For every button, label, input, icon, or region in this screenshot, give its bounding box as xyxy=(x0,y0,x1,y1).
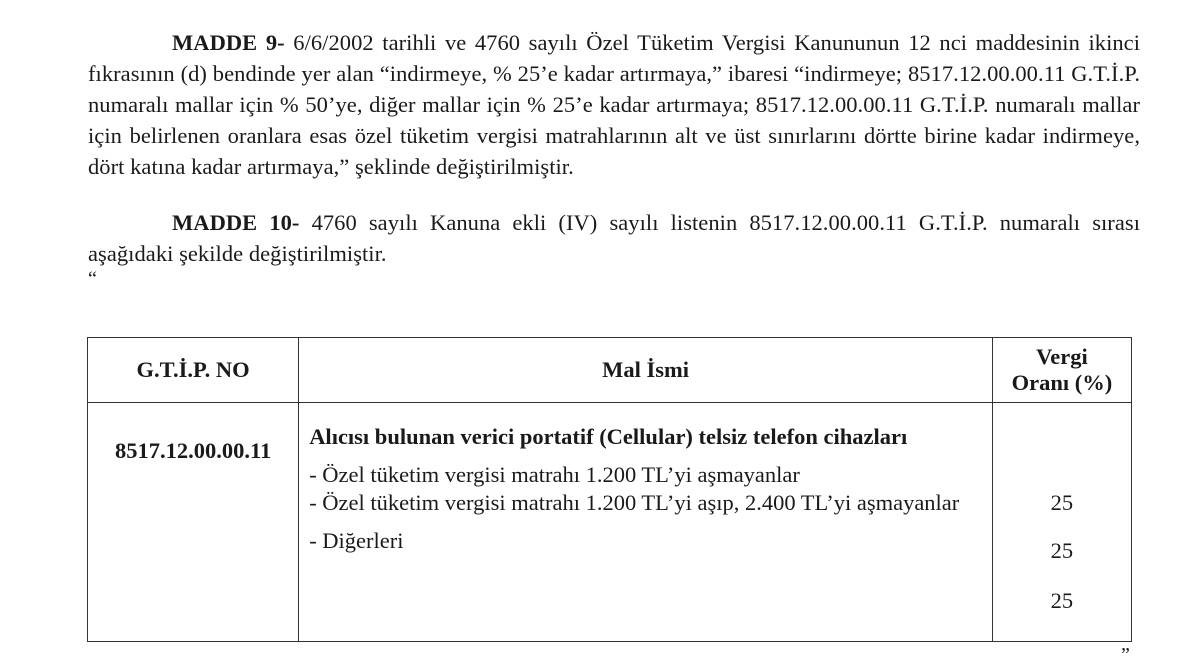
header-vergi-orani xyxy=(992,338,1131,403)
gtip-table xyxy=(87,337,1132,642)
madde-9-text: 6/6/2002 tarihli ve 4760 sayılı Özel Tüketim Vergisi Kanununun 12 nci maddesinin ikinci fıkrasının (d) bendinde yer alan “indirmeye, % 25’e kadar artırmaya,” ibaresi “indirmeye; 8517.12.00.00.11 G.T.İ.P. numaralı mallar için % 50’ye, diğer mallar için % 25’e kadar artırmaya; 8517.12.00.00.11 G.T.İ.P. numaralı mallar için belirlenen oranlara esas özel tüketim vergisi matrahlarının alt ve üst sınırlarını dörtte birine kadar indirmeye, dört katına kadar artırmaya,” şeklinde değiştirilmiştir. xyxy=(88,30,1141,179)
madde-10-text: 4760 sayılı Kanuna ekli (IV) sayılı listenin 8517.12.00.00.11 G.T.İ.P. numaralı sırası aşağıdaki şekilde değiştirilmiştir. xyxy=(88,210,1140,266)
document-page xyxy=(88,27,1141,290)
header-vergi-line1: Vergi xyxy=(1036,344,1088,369)
mal-title: Alıcısı bulunan verici portatif (Cellular) telsiz telefon cihazları xyxy=(309,424,908,449)
closing-quote: ” xyxy=(1121,644,1130,666)
table-row xyxy=(88,403,1132,642)
rate-item-2: 25 xyxy=(1050,538,1074,563)
vergi-orani-cell xyxy=(992,403,1131,642)
madde-9-label: MADDE 9- xyxy=(172,30,285,55)
header-mal-ismi: Mal İsmi xyxy=(299,338,993,403)
header-vergi-line2: Oranı (%) xyxy=(1011,370,1113,395)
gtip-code-cell: 8517.12.00.00.11 xyxy=(88,403,299,642)
rate-item-1: 25 xyxy=(1050,490,1074,515)
table-header-row xyxy=(88,338,1132,403)
mal-item-2: - Özel tüketim vergisi matrahı 1.200 TL’yi aşıp, 2.400 TL’yi aşmayanlar xyxy=(309,490,960,515)
opening-quote: “ xyxy=(88,268,97,290)
rate-item-3: 25 xyxy=(1050,588,1074,613)
madde-9-paragraph xyxy=(88,27,1140,182)
madde-10-paragraph xyxy=(88,207,1140,269)
mal-item-3: - Diğerleri xyxy=(309,528,404,553)
header-gtip-no: G.T.İ.P. NO xyxy=(88,338,299,403)
mal-ismi-cell xyxy=(299,403,993,642)
madde-10-label: MADDE 10- xyxy=(172,210,300,235)
mal-item-1: - Özel tüketim vergisi matrahı 1.200 TL’yi aşmayanlar xyxy=(309,462,800,487)
